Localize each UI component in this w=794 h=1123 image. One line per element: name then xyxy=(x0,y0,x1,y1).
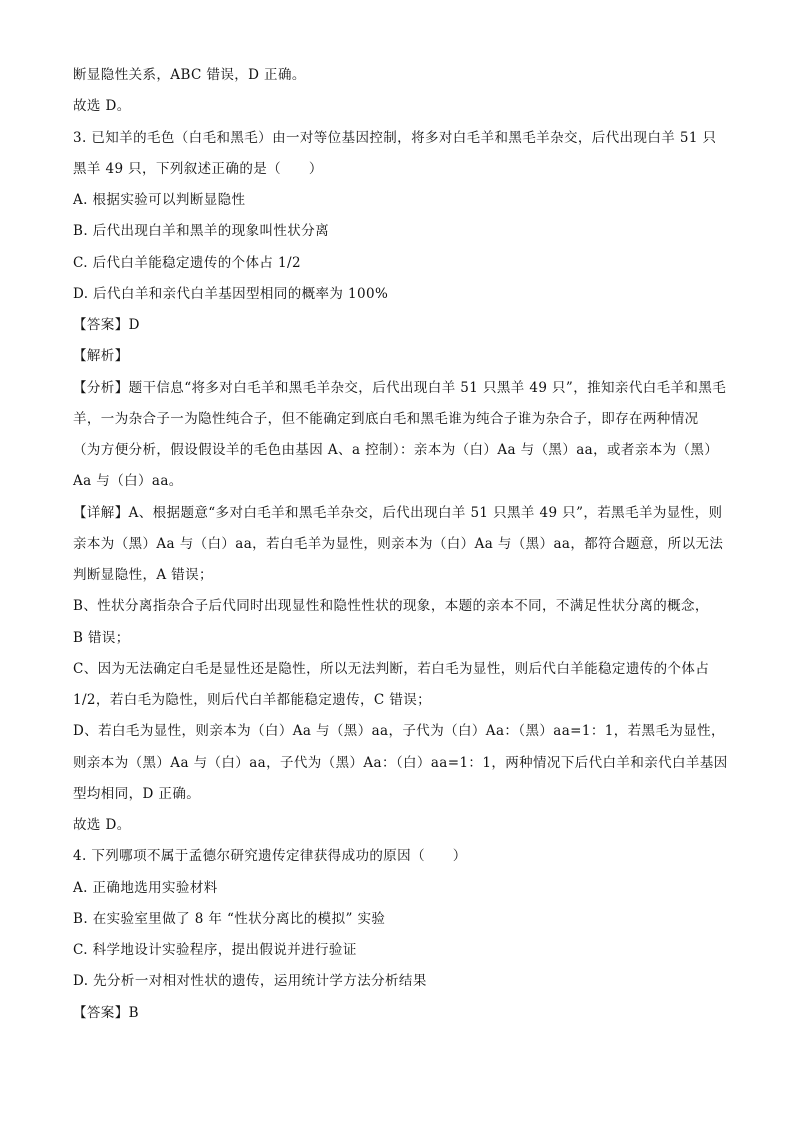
option-c: C. 科学地设计实验程序，提出假说并进行验证 xyxy=(73,942,357,958)
question-3-stem: 3. 已知羊的毛色（白毛和黑毛）由一对等位基因控制，将多对白毛羊和黑毛羊杂交，后代出现白羊 51 只 xyxy=(73,130,717,146)
detail-text: C、因为无法确定白毛是显性还是隐性，所以无法判断，若白毛为显性，则后代白羊能稳定遗传的个体占 xyxy=(73,661,710,677)
option-a: A. 正确地选用实验材料 xyxy=(73,880,218,896)
detail-text: 判断显隐性，A 错误； xyxy=(73,567,213,583)
text-line: 故选 D。 xyxy=(73,817,131,833)
detail-text: B、性状分离指杂合子后代同时出现显性和隐性性状的现象，本题的亲本不同，不满足性状分离的概念， xyxy=(73,598,709,614)
option-a: A. 根据实验可以判断显隐性 xyxy=(73,192,246,208)
analysis-text: 【分析】题干信息“将多对白毛羊和黑毛羊杂交，后代出现白羊 51 只黑羊 49 只”，推知亲代白毛羊和黑毛 xyxy=(73,380,727,396)
detail-text: 1/2，若白毛为隐性，则后代白羊都能稳定遗传，C 错误； xyxy=(73,692,432,708)
analysis-label: 【解析】 xyxy=(73,348,129,364)
option-b: B. 在实验室里做了 8 年 “性状分离比的模拟” 实验 xyxy=(73,911,386,927)
option-c: C. 后代白羊能稳定遗传的个体占 1/2 xyxy=(73,255,301,271)
detail-text: 【详解】A、根据题意“多对白毛羊和黑毛羊杂交，后代出现白羊 51 只黑羊 49 只”，若黑毛羊为显性，则 xyxy=(73,505,723,521)
detail-text: 型均相同，D 正确。 xyxy=(73,786,201,802)
analysis-text: （为方便分析，假设假设羊的毛色由基因 A、a 控制）：亲本为（白）Aa 与（黑）aa，或者亲本为（黑） xyxy=(73,442,719,458)
option-d: D. 先分析一对相对性状的遗传，运用统计学方法分析结果 xyxy=(73,973,427,989)
answer-label: 【答案】D xyxy=(73,317,140,333)
text-line: 断显隐性关系，ABC 错误，D 正确。 xyxy=(73,67,306,83)
text-line: 故选 D。 xyxy=(73,98,131,114)
detail-text: D、若白毛为显性，则亲本为（白）Aa 与（黑）aa，子代为（白）Aa：（黑）aa=1：1，若黑毛为显性， xyxy=(73,723,725,739)
answer-label: 【答案】B xyxy=(73,1005,139,1021)
analysis-text: 羊，一为杂合子一为隐性纯合子，但不能确定到底白毛和黑毛谁为纯合子谁为杂合子，即存在两种情况 xyxy=(73,411,699,427)
question-3-stem-cont: 黑羊 49 只，下列叙述正确的是（ ） xyxy=(73,161,323,177)
question-4-stem: 4. 下列哪项不属于孟德尔研究遗传定律获得成功的原因（ ） xyxy=(73,848,467,864)
detail-text: 则亲本为（黑）Aa 与（白）aa，子代为（黑）Aa：（白）aa=1：1，两种情况下后代白羊和亲代白羊基因 xyxy=(73,755,728,771)
detail-text: B 错误； xyxy=(73,630,130,646)
option-b: B. 后代出现白羊和黑羊的现象叫性状分离 xyxy=(73,223,330,239)
detail-text: 亲本为（黑）Aa 与（白）aa，若白毛羊为显性，则亲本为（白）Aa 与（黑）aa，都符合题意，所以无法 xyxy=(73,536,724,552)
analysis-text: Aa 与（白）aa。 xyxy=(73,473,183,489)
option-d: D. 后代白羊和亲代白羊基因型相同的概率为 100% xyxy=(73,286,389,302)
